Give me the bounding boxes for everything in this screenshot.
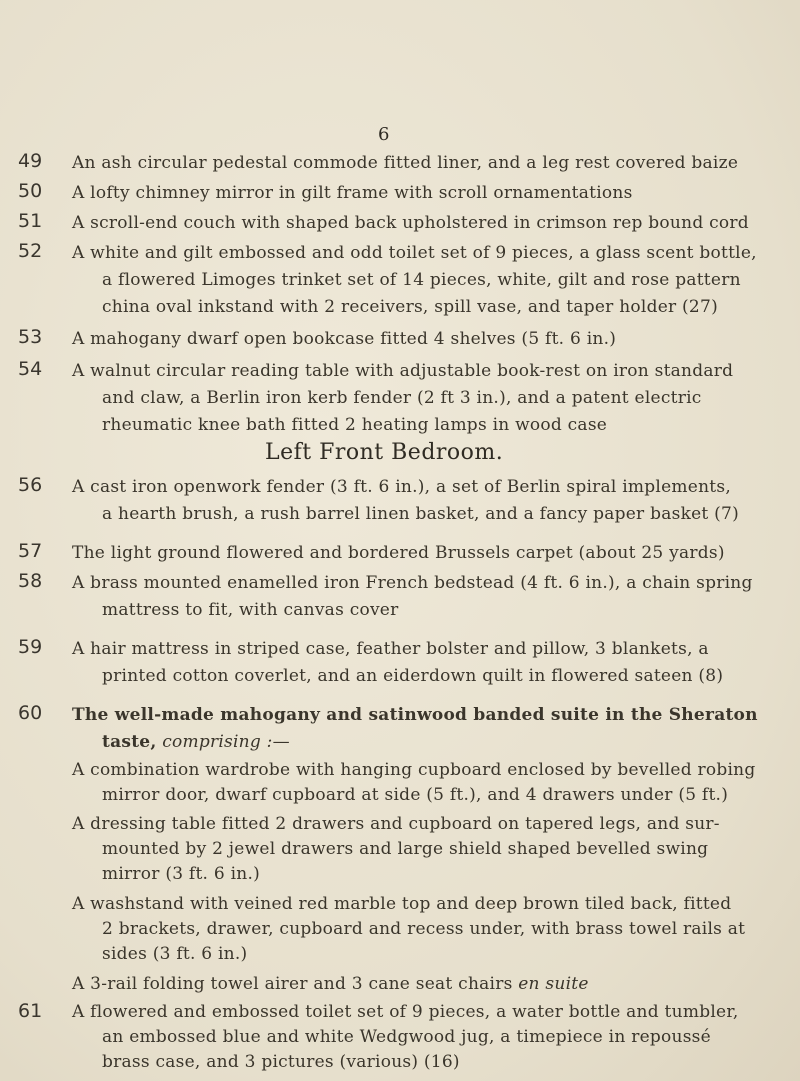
lot-line: mattress to fit, with canvas cover — [102, 600, 399, 620]
lot-number: 59 — [18, 636, 43, 658]
lot-number: 52 — [18, 240, 43, 262]
lot-line: A mahogany dwarf open bookcase fitted 4 shelves (5 ft. 6 in.) — [72, 329, 617, 349]
lot-line: a flowered Limoges trinket set of 14 pieces, white, gilt and rose pattern — [102, 270, 741, 290]
lot-description — [72, 326, 762, 353]
lot-description — [72, 570, 762, 624]
sub-item — [72, 972, 762, 997]
lot-lead-comprising: comprising :— — [162, 732, 290, 752]
lot-line: printed cotton coverlet, and an eiderdown quilt in flowered sateen (8) — [102, 666, 724, 686]
lot-line: brass case, and 3 pictures (various) (16) — [102, 1052, 460, 1072]
lot-description — [72, 240, 762, 321]
lot-line: A flowered and embossed toilet set of 9 pieces, a water bottle and tumbler, — [72, 1002, 739, 1022]
sub-item-line: 2 brackets, drawer, cupboard and recess under, with brass towel rails at — [102, 919, 746, 939]
lot-description — [72, 474, 762, 528]
lot-number: 61 — [18, 1000, 43, 1022]
sub-item-line: A dressing table fitted 2 drawers and cupboard on tapered legs, and sur- — [72, 814, 720, 834]
lot-line: A lofty chimney mirror in gilt frame with scroll ornamentations — [72, 183, 633, 203]
section-heading: Left Front Bedroom. — [265, 440, 504, 465]
sub-item — [72, 758, 762, 808]
lot-description — [72, 636, 762, 690]
lot-number: 51 — [18, 210, 43, 232]
lot-line: and claw, a Berlin iron kerb fender (2 ft 3 in.), and a patent electric — [102, 388, 702, 408]
sub-item-line: mounted by 2 jewel drawers and large shield shaped bevelled swing — [102, 839, 709, 859]
lot-line: The light ground flowered and bordered Brussels carpet (about 25 yards) — [72, 543, 725, 563]
sub-item-line: mirror (3 ft. 6 in.) — [102, 864, 260, 884]
lot-line: an embossed blue and white Wedgwood jug, a timepiece in repoussé — [102, 1027, 711, 1047]
lot-line: A brass mounted enamelled iron French bedstead (4 ft. 6 in.), a chain spring — [72, 573, 753, 593]
sub-item-line: A combination wardrobe with hanging cupboard enclosed by bevelled robing — [72, 760, 756, 780]
lot-lead-line — [72, 729, 762, 756]
lot-line: a hearth brush, a rush barrel linen basket, and a fancy paper basket (7) — [102, 504, 739, 524]
lot-line: A scroll-end couch with shaped back upholstered in crimson rep bound cord — [72, 213, 749, 233]
lot-number: 54 — [18, 358, 43, 380]
sub-item-italic: en suite — [518, 974, 589, 994]
lot-number: 58 — [18, 570, 43, 592]
lot-line: A walnut circular reading table with adjustable book-rest on iron standard — [72, 361, 734, 381]
sub-item-line: A washstand with veined red marble top and deep brown tiled back, fitted — [72, 894, 732, 914]
lot-line: rheumatic knee bath fitted 2 heating lamps in wood case — [102, 415, 608, 435]
page-number: 6 — [378, 124, 390, 145]
lot-lead-taste: taste, — [102, 732, 157, 752]
lot-description — [72, 358, 762, 439]
lot-number: 60 — [18, 702, 43, 724]
lot-description — [72, 150, 762, 177]
lot-description — [72, 702, 762, 756]
sub-item — [72, 812, 762, 887]
sub-item-line: mirror door, dwarf cupboard at side (5 ft.), and 4 drawers under (5 ft.) — [102, 785, 729, 805]
lot-lead: The well-made mahogany and satinwood banded suite in the Sheraton — [72, 705, 758, 725]
sub-item-line: sides (3 ft. 6 in.) — [102, 944, 248, 964]
lot-number: 53 — [18, 326, 43, 348]
lot-number: 49 — [18, 150, 43, 172]
lot-description — [72, 540, 762, 567]
lot-line: A white and gilt embossed and odd toilet set of 9 pieces, a glass scent bottle, — [72, 243, 757, 263]
lot-line: china oval inkstand with 2 receivers, spill vase, and taper holder (27) — [102, 297, 718, 317]
sub-item-text: A 3-rail folding towel airer and 3 cane seat chairs — [72, 974, 513, 994]
lot-number: 56 — [18, 474, 43, 496]
lot-description — [72, 180, 762, 207]
lot-description — [72, 210, 762, 237]
lot-line: A cast iron openwork fender (3 ft. 6 in.), a set of Berlin spiral implements, — [72, 477, 732, 497]
lot-number: 50 — [18, 180, 43, 202]
lot-description — [72, 1000, 762, 1075]
lot-line: An ash circular pedestal commode fitted liner, and a leg rest covered baize — [72, 153, 739, 173]
sub-item — [72, 892, 762, 967]
lot-line: A hair mattress in striped case, feather bolster and pillow, 3 blankets, a — [72, 639, 709, 659]
lot-number: 57 — [18, 540, 43, 562]
